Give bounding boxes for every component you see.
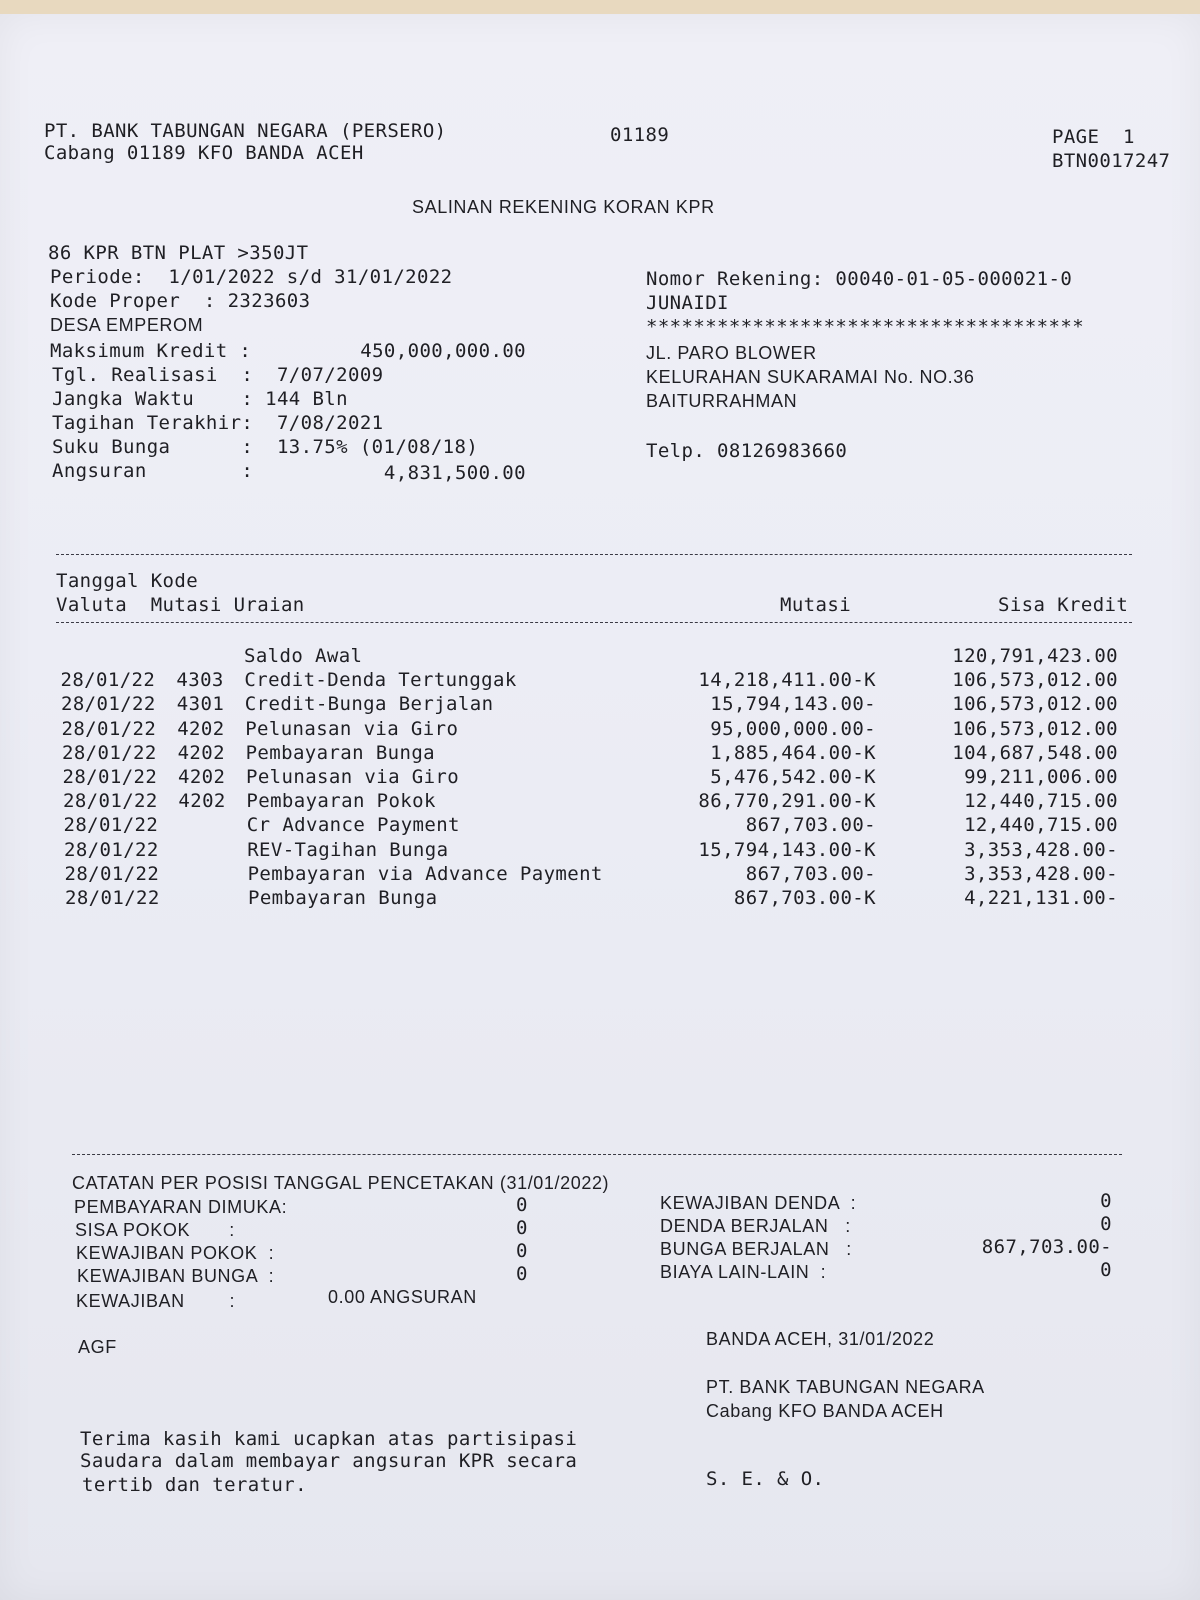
thanks-line-2: Saudara dalam membayar angsuran KPR secara [80,1450,578,1472]
table-row [0,886,1200,910]
row-description: Credit-Denda Tertunggak [244,669,517,692]
row-mutasi: 867,703.00- [745,862,876,885]
notes-right-value: 867,703.00- [981,1236,1112,1258]
notes-right-value: 0 [1100,1190,1112,1212]
table-row [0,838,1200,862]
notes-left-value: 0 [516,1217,528,1239]
thanks-line-3: tertib dan teratur. [82,1474,307,1496]
row-sisa-kredit: 4,221,131.00- [964,887,1118,909]
signature-branch: Cabang KFO BANDA ACEH [706,1401,944,1421]
row-sisa-kredit: 120,791,423.00 [952,645,1118,667]
row-description: Cr Advance Payment [246,814,460,837]
row-sisa-kredit: 106,573,012.00 [952,693,1118,716]
row-date: 28/01/22 [64,862,160,885]
row-sisa-kredit: 12,440,715.00 [964,790,1118,813]
row-mutasi: 86,770,291.00-K [698,790,876,813]
bank-name: PT. BANK TABUNGAN NEGARA (PERSERO) [44,120,447,142]
row-sisa-kredit: 3,353,428.00- [964,862,1118,885]
table-row [0,765,1200,789]
row-description: Pembayaran via Advance Payment [247,862,603,885]
row-code: 4301 [176,693,225,716]
seo-note: S. E. & O. [706,1468,825,1490]
row-sisa-kredit: 99,211,006.00 [964,766,1118,788]
row-code: 4202 [177,717,225,740]
tgl-realisasi: Tgl. Realisasi : 7/07/2009 [52,364,384,386]
branch-code: 01189 [610,124,670,146]
row-code: 4202 [177,741,225,764]
row-date: 28/01/22 [60,669,156,692]
row-date: 28/01/22 [62,766,158,788]
document-code: BTN0017247 [1052,150,1171,172]
row-description: Pelunasan via Giro [245,717,459,740]
address-line-1: JL. PARO BLOWER [646,343,817,363]
row-mutasi: 5,476,542.00-K [710,766,876,788]
table-header-line-2: Valuta Mutasi Uraian [56,594,305,616]
agf-code: AGF [78,1337,117,1357]
kewajiban-value: 0.00 ANGSURAN [328,1287,477,1307]
kode-proper: Kode Proper : 2323603 [50,290,311,312]
table-row [0,692,1200,716]
notes-left-label: KEWAJIBAN BUNGA : [77,1266,275,1286]
place-date: BANDA ACEH, 31/01/2022 [706,1329,935,1349]
row-description: Pembayaran Bunga [248,887,438,909]
notes-left-value: 0 [516,1240,528,1262]
row-mutasi: 867,703.00- [745,814,876,837]
notes-left-value: 0 [516,1194,528,1216]
nomor-rekening: Nomor Rekening: 00040-01-05-000021-0 [646,268,1073,290]
table-row [0,862,1200,886]
row-mutasi: 14,218,411.00-K [698,669,876,692]
row-mutasi: 867,703.00-K [733,887,876,909]
divider-notes [72,1154,1122,1155]
tagihan-terakhir: Tagihan Terakhir: 7/08/2021 [52,412,384,434]
row-mutasi: 15,794,143.00- [710,693,876,716]
row-code: 4202 [178,766,226,788]
row-date: 28/01/22 [62,741,157,764]
row-sisa-kredit: 3,353,428.00- [964,838,1118,861]
maksimum-kredit-value: 450,000,000.00 [360,340,526,362]
paper-edge [0,0,1200,14]
row-code: 4202 [178,790,226,813]
angsuran-label: Angsuran : [52,460,254,482]
divider-header [56,622,1132,623]
row-sisa-kredit: 106,573,012.00 [952,717,1118,740]
masked-line: ************************************* [646,316,1085,338]
row-code: 4303 [176,669,224,692]
table-row [0,717,1200,741]
table-row [0,668,1200,692]
row-description: Pembayaran Bunga [245,741,436,764]
branch-name: Cabang 01189 KFO BANDA ACEH [44,142,364,164]
column-mutasi: Mutasi [780,594,852,616]
table-header-line-1: Tanggal Kode [56,570,199,592]
row-sisa-kredit: 12,440,715.00 [964,814,1118,837]
jangka-waktu: Jangka Waktu : 144 Bln [52,388,348,410]
notes-right-value: 0 [1100,1213,1112,1235]
row-description: Saldo Awal [244,645,363,667]
notes-left-value: 0 [516,1263,528,1285]
desa: DESA EMPEROM [50,315,204,335]
customer-name: JUNAIDI [646,292,729,314]
table-row [0,741,1200,765]
angsuran-value: 4,831,500.00 [383,462,526,484]
signature-bank: PT. BANK TABUNGAN NEGARA [706,1377,985,1397]
row-sisa-kredit: 106,573,012.00 [952,669,1118,692]
statement-paper [0,14,1200,1600]
row-date: 28/01/22 [61,717,157,740]
table-row [0,813,1200,837]
table-row [0,644,1200,668]
notes-right-label: KEWAJIBAN DENDA : [660,1193,857,1213]
table-row [0,789,1200,813]
suku-bunga: Suku Bunga : 13.75% (01/08/18) [52,436,479,458]
row-date: 28/01/22 [64,838,159,861]
row-mutasi: 1,885,464.00-K [710,741,876,764]
row-mutasi: 15,794,143.00-K [698,838,876,861]
row-date: 28/01/22 [63,790,158,813]
divider-top [56,554,1132,555]
notes-right-label: BUNGA BERJALAN : [660,1239,852,1259]
address-line-3: BAITURRAHMAN [646,391,798,411]
row-mutasi: 95,000,000.00- [710,717,876,740]
row-description: Pembayaran Pokok [246,790,436,813]
row-description: Pelunasan via Giro [246,766,460,788]
product-name: 86 KPR BTN PLAT >350JT [48,242,309,264]
document-title: SALINAN REKENING KORAN KPR [412,197,715,217]
periode: Periode: 1/01/2022 s/d 31/01/2022 [50,266,453,288]
page-number: PAGE 1 [1052,126,1135,148]
column-sisa-kredit: Sisa Kredit [998,594,1129,616]
notes-left-label: KEWAJIBAN POKOK : [76,1243,275,1263]
row-date: 28/01/22 [63,814,159,837]
maksimum-kredit-label: Maksimum Kredit : [50,340,252,362]
row-description: Credit-Bunga Berjalan [244,693,494,716]
notes-right-value: 0 [1100,1259,1112,1281]
row-description: REV-Tagihan Bunga [247,838,449,861]
notes-right-label: DENDA BERJALAN : [660,1216,851,1236]
kewajiban-label: KEWAJIBAN : [76,1291,236,1311]
notes-left-label: PEMBAYARAN DIMUKA: [74,1197,288,1217]
row-date: 28/01/22 [65,887,160,909]
row-sisa-kredit: 104,687,548.00 [952,741,1118,764]
notes-left-label: SISA POKOK : [75,1220,235,1240]
telephone: Telp. 08126983660 [646,440,848,462]
row-date: 28/01/22 [61,693,156,716]
thanks-line-1: Terima kasih kami ucapkan atas partisipasi [80,1428,578,1450]
notes-title: CATATAN PER POSISI TANGGAL PENCETAKAN (31/01/2022) [72,1173,610,1193]
address-line-2: KELURAHAN SUKARAMAI No. NO.36 [646,367,975,387]
notes-right-label: BIAYA LAIN-LAIN : [660,1262,827,1282]
